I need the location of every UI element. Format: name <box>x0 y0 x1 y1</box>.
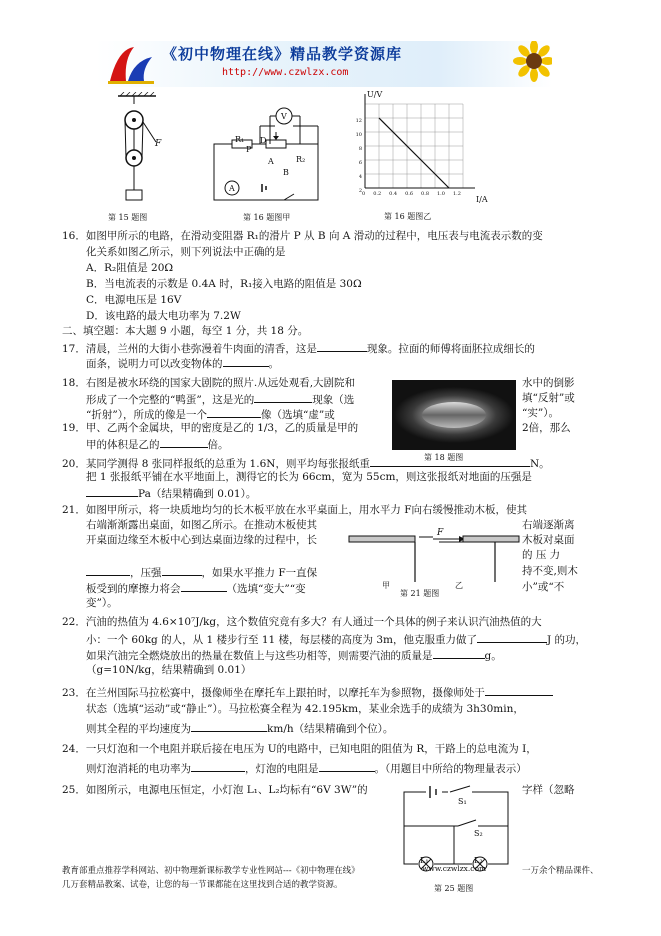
q21-blank-2[interactable] <box>162 564 202 576</box>
q24-blank-2[interactable] <box>319 760 375 772</box>
board-force-label: F <box>437 528 444 538</box>
figure-21-caption: 第 21 题图 <box>400 589 440 598</box>
q23-line1: 23．在兰州国际马拉松赛中，摄像师坐在摩托车上跟拍时，以摩托车为参照物，摄像师处于 <box>62 684 553 701</box>
q25-line1: 25．如图所示，电源电压恒定，小灯泡 L₁、L₂均标有“6V 3W”的 <box>62 784 368 796</box>
x-tick: 0.2 <box>373 191 382 197</box>
footer-line1-right: 一万余个精品课件、 <box>522 866 599 876</box>
q18-blank-2[interactable] <box>207 406 261 418</box>
figure-15-caption: 第 15 题图 <box>108 213 148 222</box>
q21-line2: 右端渐渐露出桌面，如图乙所示。在推动木板使其 <box>86 519 317 531</box>
r1-label: R₁ <box>235 135 245 144</box>
q17-line2: 面条，说明力可以改变物体的 。 <box>86 355 279 372</box>
y-tick: 10 <box>355 132 362 138</box>
q20-line3: Pa（结果精确到 0.01）。 <box>86 485 256 502</box>
q16-option-b: B．当电流表的示数是 0.4A 时，R₁接入电路的阻值是 30Ω <box>86 278 362 290</box>
figure-18-caption: 第 18 题图 <box>424 453 464 462</box>
y-tick: 12 <box>355 118 362 124</box>
q23-line2: 状态（选填“运动”或“静止”）。马拉松赛全程为 42.195km，某业余选手的成绩为 3h30min， <box>86 703 524 715</box>
x-tick: 0.8 <box>421 191 429 197</box>
q21-line2-right: 右端逐渐离 <box>522 519 575 531</box>
q23-blank-1[interactable] <box>485 684 553 696</box>
l2-label: L₂ <box>474 856 483 865</box>
y-tick: 2 <box>358 188 362 194</box>
d-label: D <box>260 136 267 145</box>
q23-line3: 则其全程的平均速度为 km/h（结果精确到个位）。 <box>86 720 393 737</box>
q18-line1-right: 水中的倒影 <box>522 377 575 389</box>
q21-blank-3[interactable] <box>181 580 227 592</box>
voltmeter-label: V <box>281 112 287 121</box>
logo-icon <box>104 43 158 85</box>
q19-line2: 甲的体积是乙的 倍。 <box>86 436 229 453</box>
q16-option-a: A．R₂阻值是 20Ω <box>86 262 174 274</box>
q17-blank-2[interactable] <box>223 355 269 367</box>
b-point-label: B <box>283 168 289 177</box>
q24-blank-1[interactable] <box>191 760 245 772</box>
x-tick: 1.0 <box>437 191 445 197</box>
footer-line2: 几万套精品教案、试卷，让您的每一节课都能在这里找到合适的教学资源。 <box>62 880 343 890</box>
q19-line1: 19．甲、乙两个金属块，甲的密度是乙的 1/3，乙的质量是甲的 <box>62 422 359 434</box>
q20-blank-1[interactable] <box>370 455 530 467</box>
s1-label: S₁ <box>458 797 467 806</box>
board-figure <box>345 528 520 590</box>
q22-line3: 如果汽油完全燃烧放出的热量在数值上与这些功相等，则需要汽油的质量是 g。 <box>86 647 502 664</box>
sunflower-icon <box>512 41 552 87</box>
q21-line4-right: 的 压 力 <box>522 549 561 561</box>
q22-blank-2[interactable] <box>433 647 485 659</box>
q21-line5-right: 持不变,则木 <box>522 565 578 577</box>
q16-option-c: C．电源电压是 16V <box>86 294 182 306</box>
footer-url[interactable]: www.czwlzx.com <box>422 864 487 873</box>
q21-line6: 板受到的摩擦力将会 （选填“变大”“变 <box>86 580 306 597</box>
q20-line2: 把 1 张报纸平铺在水平地面上，测得它的长为 66cm，宽为 55cm，则这张报纸对地面的压强是 <box>86 471 532 483</box>
ammeter-label: A <box>229 184 235 193</box>
q18-line1: 18．右图是被水环绕的国家大剧院的照片.从远处观看,大剧院和 <box>62 377 356 389</box>
q19-line1-right: 2倍，那么 <box>522 422 571 434</box>
r2-label: R₂ <box>296 155 306 164</box>
y-axis-label: U/V <box>367 90 383 99</box>
p-label: P <box>246 145 252 154</box>
q21-line3: 开桌面边缘至木板中心到达桌面边缘的过程中，长 <box>86 534 317 546</box>
q21-line1: 21．如图甲所示，将一块质地均匀的长木板平放在水平桌面上，用水平力 F向右缓慢推动木板，使其 <box>62 504 527 516</box>
q18-blank-1[interactable] <box>254 391 312 403</box>
y-ticks <box>350 114 362 198</box>
q20-line1: 20．某同学测得 8 张同样报纸的总重为 1.6N，则平均每张报纸重 N。 <box>62 455 550 472</box>
q21-line6-right: 小”或“不 <box>522 581 565 593</box>
x-tick: 0.6 <box>405 191 414 197</box>
circuit-figure <box>210 96 325 206</box>
figure-21-yi: 乙 <box>455 581 463 590</box>
a-point-label: A <box>268 157 274 166</box>
q16-line1: 16．如图甲所示的电路，在滑动变阻器 R₁的滑片 P 从 B 向 A 滑动的过程中，电压表与电流表示数的变 <box>62 230 543 242</box>
s2-label: S₂ <box>474 829 483 838</box>
figure-25-caption: 第 25 题图 <box>434 884 474 893</box>
figure-16b-caption: 第 16 题图乙 <box>384 212 432 221</box>
force-label: F <box>155 139 162 149</box>
footer-line1: 教育部重点推荐学科网站、初中物理新课标教学专业性网站---《初中物理在线》 <box>62 866 360 876</box>
x-axis-label: I/A <box>476 195 488 204</box>
q21-line3-right: 木板对桌面 <box>522 534 575 546</box>
q21-blank-1[interactable] <box>86 564 130 576</box>
q22-blank-1[interactable] <box>477 631 547 643</box>
y-tick: 6 <box>358 160 362 166</box>
pulley-figure <box>110 92 170 210</box>
q17-line1: 17．清晨，兰州的大街小巷弥漫着牛肉面的清香，这是 现象。拉面的师傅将面胚拉成细长的 <box>62 340 535 357</box>
q22-line2: 小：一个 60kg 的人，从 1 楼步行至 11 楼，每层楼的高度为 3m，他克服重力做了 J 的功， <box>86 631 586 648</box>
q22-line1: 22．汽油的热值为 4.6×10⁷J/kg，这个数值究竟有多大？有人通过一个具体的例子来认识汽油热值的大 <box>62 616 542 628</box>
q19-blank[interactable] <box>160 436 208 448</box>
q21-line7: 变”）。 <box>86 597 118 609</box>
q17-blank-1[interactable] <box>317 340 367 352</box>
q21-line5: ，压强 ，如果水平推力 F一直保 <box>86 564 317 581</box>
figure-21-jia: 甲 <box>382 581 390 590</box>
q18-line2-right: 填“反射”或 <box>522 392 575 404</box>
q18-line2: 形成了一个完整的“鸭蛋”，这是光的 现象（选 <box>86 391 354 408</box>
l1-label: L₁ <box>420 856 429 865</box>
q16-line2: 化关系如图乙所示，则下列说法中正确的是 <box>86 246 286 258</box>
q22-line4: （g=10N/kg，结果精确到 0.01） <box>86 664 252 676</box>
grand-theatre-photo <box>392 380 516 450</box>
q18-line3-right: “实”）。 <box>522 407 559 419</box>
q24-line2: 则灯泡消耗的电功率为 ，灯泡的电阻是 。（用题目中所给的物理量表示） <box>86 760 527 777</box>
x-tick: 0 <box>362 191 366 197</box>
q23-blank-2[interactable] <box>191 720 267 732</box>
q20-blank-2[interactable] <box>86 485 138 497</box>
banner-url[interactable]: http://www.czwlzx.com <box>222 67 349 78</box>
header-banner <box>96 41 552 87</box>
x-tick: 1.2 <box>452 191 461 197</box>
section-2-heading: 二、填空题：本大题 9 小题，每空 1 分，共 18 分。 <box>62 325 309 337</box>
q18-line3: “折射”），所成的像是一个 像（选填“虚”或 <box>86 406 335 423</box>
q24-line1: 24．一只灯泡和一个电阻并联后接在电压为 U的电路中，已知电阻的阻值为 R，干路上的总电流为 I， <box>62 743 537 755</box>
figure-16a-caption: 第 16 题图甲 <box>243 213 291 222</box>
banner-title: 《初中物理在线》精品教学资源库 <box>162 45 403 63</box>
q16-option-d: D．该电路的最大电功率为 7.2W <box>86 310 241 322</box>
x-tick: 0.4 <box>389 191 398 197</box>
y-tick: 4 <box>358 174 362 180</box>
y-tick: 8 <box>358 146 362 152</box>
x-ticks <box>362 191 461 197</box>
q25-line1-right: 字样（忽略 <box>522 784 575 796</box>
